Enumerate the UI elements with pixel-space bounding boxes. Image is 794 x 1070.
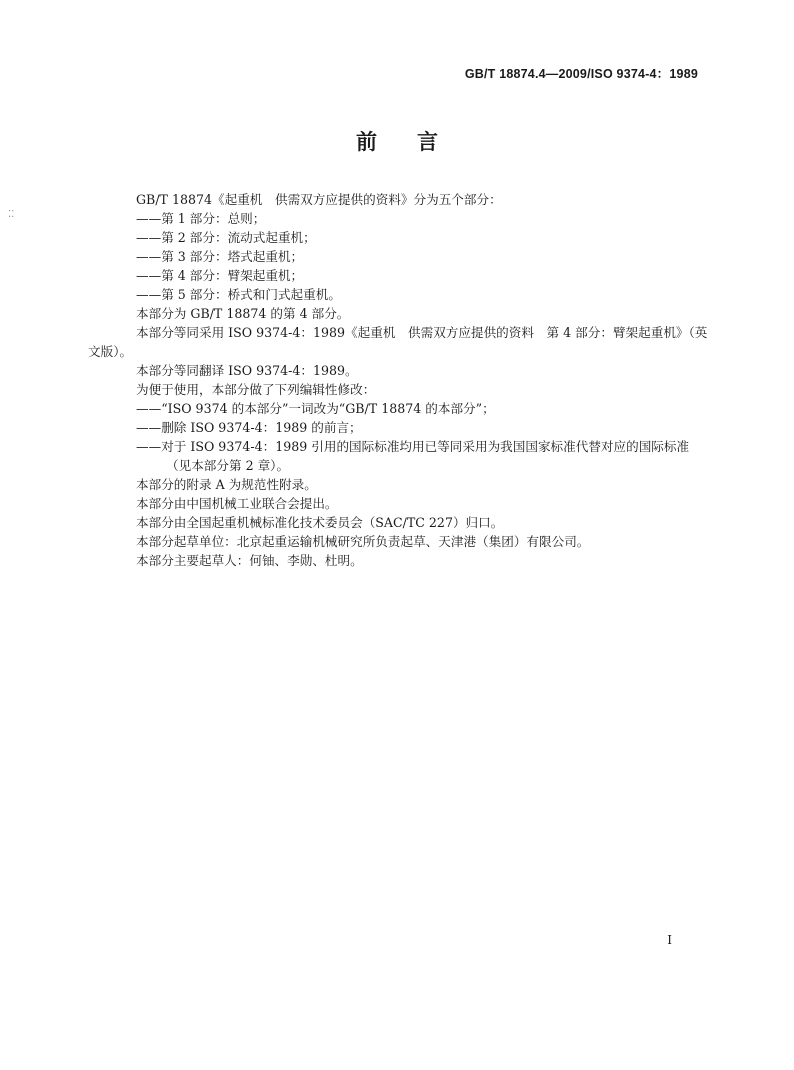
translation-paragraph: 本部分等同翻译 ISO 9374-4：1989。 xyxy=(136,363,358,378)
list-item-part4: ——第 4 部分：臂架起重机； xyxy=(136,268,304,283)
list-item-edit2: ——删除 ISO 9374-4：1989 的前言； xyxy=(136,420,362,435)
page-number: I xyxy=(667,933,672,947)
centralized-by-paragraph: 本部分由全国起重机械标准化技术委员会（SAC/TC 227）归口。 xyxy=(136,515,504,530)
margin-scan-mark: ⁚⁚ xyxy=(8,209,15,220)
list-item-part1: ——第 1 部分：总则； xyxy=(136,211,266,226)
list-item-part3: ——第 3 部分：塔式起重机； xyxy=(136,249,304,264)
list-item-part5: ——第 5 部分：桥式和门式起重机。 xyxy=(136,287,341,302)
list-item-edit3-line1: ——对于 ISO 9374-4：1989 引用的国际标准均用已等同采用为我国国家标准代替对应的国际标准 xyxy=(136,439,690,454)
list-item-edit1: ——“ISO 9374 的本部分”一词改为“GB/T 18874 的本部分”； xyxy=(136,401,495,416)
foreword-body xyxy=(88,190,708,570)
page-title: 前言 xyxy=(356,130,478,154)
list-item-part2: ——第 2 部分：流动式起重机； xyxy=(136,230,316,245)
intro-paragraph: GB/T 18874《起重机 供需双方应提供的资料》分为五个部分： xyxy=(136,192,502,207)
drafting-units-paragraph: 本部分起草单位：北京起重运输机械研究所负责起草、天津港（集团）有限公司。 xyxy=(136,534,590,549)
drafters-paragraph: 本部分主要起草人：何铀、李勋、杜明。 xyxy=(136,553,363,568)
equivalence-paragraph-line1: 本部分等同采用 ISO 9374-4：1989《起重机 供需双方应提供的资料 第 4 部分：臂架起重机》（英 xyxy=(136,325,708,340)
standard-code-header: GB/T 18874.4—2009/ISO 9374-4：1989 xyxy=(464,67,698,81)
this-part-paragraph: 本部分为 GB/T 18874 的第 4 部分。 xyxy=(136,306,350,321)
list-item-edit3-line2: （见本部分第 2 章）。 xyxy=(166,458,290,473)
annex-paragraph: 本部分的附录 A 为规范性附录。 xyxy=(136,477,317,492)
equivalence-paragraph-line2: 文版）。 xyxy=(88,344,133,359)
edits-intro-paragraph: 为便于使用，本部分做了下列编辑性修改： xyxy=(136,382,376,397)
proposed-by-paragraph: 本部分由中国机械工业联合会提出。 xyxy=(136,496,338,511)
